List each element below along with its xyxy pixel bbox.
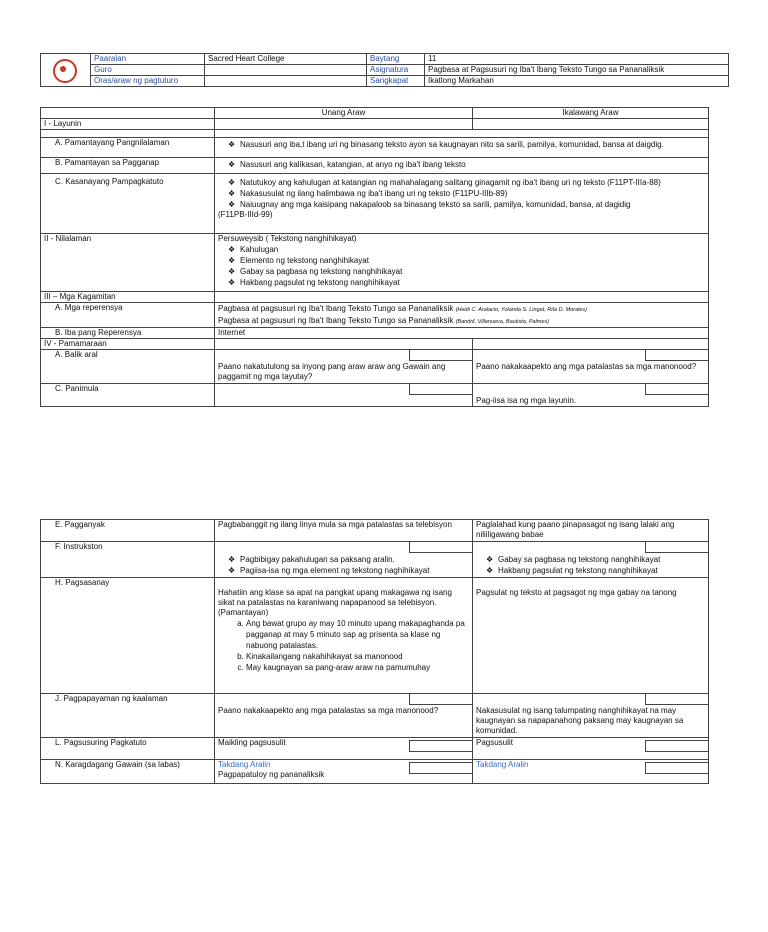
takdang-aralin-link[interactable]: Takdang Aralin (476, 760, 529, 769)
header-label: Baytang (367, 54, 425, 65)
header-block (40, 53, 729, 87)
header-value: Ikatlong Markahan (425, 76, 729, 87)
header-value (205, 65, 367, 76)
pagsasanay-day2: Pagsulat ng teksto at pagsagot ng mga gabay na tanong (473, 578, 709, 694)
instruksyon-day1 (215, 542, 473, 578)
header-table (40, 53, 729, 87)
balik-aral-day1: Paano nakatutulong sa inyong pang araw araw ang Gawain ang paggamit ng mga tayutay? (215, 350, 473, 384)
pagpapayaman-day2: Nakasusulat ng isang talumpating nanghihikayat na may kaugnayan sa napapanahong paksang may kaugnayan sa komunidad. (473, 694, 709, 738)
header-value (205, 76, 367, 87)
takdang-aralin-link[interactable]: Takdang Aralin (218, 760, 271, 769)
bullet-icon: ❖ (228, 267, 236, 276)
bullet-icon: ❖ (228, 200, 236, 209)
row-label: B. Iba pang Reperensya (41, 328, 215, 339)
karagdagang-gawain-day1: Takdang Aralin Pagpapatuloy ng pananaliksik (215, 760, 473, 784)
header-label: Paaralan (91, 54, 205, 65)
karagdagang-gawain-day2 (473, 760, 709, 784)
lesson-plan-table-1 (40, 107, 709, 407)
list-item: ❖ Kahulugan (228, 245, 279, 254)
list-item: ❖ Gabay sa pagbasa ng tekstong nanghihikayat (486, 555, 661, 564)
row-label: N. Karagdagang Gawain (sa labas) (41, 760, 215, 784)
panimula-day2: Pag-iisa isa ng mga layunin. (473, 384, 709, 407)
section-heading: IV - Pamamaraan (41, 339, 215, 350)
list-item: ❖ Nasusuri ang iba,t ibang uri ng binasang teksto ayon sa kaugnayan nito sa sarili, pamilya, komunidad, bansa at daigdig. (228, 140, 664, 149)
pagganyak-day1: Pagbabanggit ng ilang linya mula sa mga patalastas sa telebisyon (215, 520, 473, 542)
bullet-icon: ❖ (228, 256, 236, 265)
panimula-day1 (215, 384, 473, 407)
header-label: Sangkapat (367, 76, 425, 87)
other-reference: Internet (215, 328, 709, 339)
school-logo-cell (41, 54, 91, 87)
reference-item: Pagbasa at pagsusuri ng Iba't Ibang Teksto Tungo sa Pananaliksik (Heidi C. Aralacio, Yolanda S. Lingat, Rita D. Morales) (218, 304, 588, 313)
header-value: Sacred Heart College (205, 54, 367, 65)
list-item: ❖ Natutukoy ang kahulugan at katangian ng mahahalagang salitang ginagamit ng iba't ibang uri ng teksto (F11PT-IIIa-88) (228, 178, 661, 187)
list-item: ❖ Hakbang pagsulat ng tekstong nanghihikayat (486, 566, 658, 575)
balik-aral-day2: Paano nakakaapekto ang mga patalastas sa mga manonood? (473, 350, 709, 384)
bullet-icon: ❖ (228, 555, 236, 564)
bullet-icon: ❖ (228, 178, 236, 187)
pagganyak-day2: Paglalahad kung paano pinapasagot ng isang lalaki ang niliiligawang babae (473, 520, 709, 542)
row-label: J. Pagpapayaman ng kaalaman (41, 694, 215, 738)
pagpapayaman-day1: Paano nakakaapekto ang mga patalastas sa mga manonood? (215, 694, 473, 738)
header-label: Oras/araw ng pagtuturo (91, 76, 205, 87)
list-item: ❖ Hakbang pagsulat ng tekstong nanghihikayat (228, 278, 400, 287)
bullet-icon: ❖ (228, 566, 236, 575)
list-item: c. May kaugnayan sa pang-araw araw na pamumuhay (246, 662, 469, 673)
row-label: F. Instrukston (41, 542, 215, 578)
row-label: A. Balik aral (41, 350, 215, 384)
content-title: Persuweysib ( Tekstong nanghihikayat) (218, 234, 357, 243)
list-item: ❖ Gabay sa pagbasa ng tekstong nanghihikayat (228, 267, 403, 276)
bullet-icon: ❖ (228, 160, 236, 169)
list-item: ❖ Naiuugnay ang mga kaisipang nakapaloob sa binasang teksto sa sarili, pamilya, komunidad, bansa, at dagidig (228, 200, 631, 209)
list-item: ❖ Pagiisa-isa ng mga element ng tekstong naghihikayat (228, 566, 430, 575)
pagsusuri-day1: Maikling pagsusulit (215, 738, 473, 760)
header-value: Pagbasa at Pagsusuri ng Iba't Ibang Teksto Tungo sa Pananaliksik (425, 65, 729, 76)
section-heading: I - Layunin (41, 119, 215, 130)
row-label: H. Pagsasanay (41, 578, 215, 694)
section-heading: II - Nilalaman (41, 234, 215, 292)
pagsasanay-day1: Hahatiin ang klase sa apat na pangkat upang makagawa ng isang sikat na patalastas na karaniwang napapanood sa telebisyon. (Pamantayan) a. Ang bawat grupo ay may 10 minuto upang makapaghanda pa pagganap at may 5 minuto sap ag prisenta sa klase ng nabuong patalastas. b. Kinakailangang nakahihikayat sa manonood c. May kaugnayan sa pang-araw araw na pamumuhay (215, 578, 473, 694)
row-label: A. Pamantayang Pangnilalaman (41, 138, 215, 158)
competency-code: (F11PB-IIId-99) (218, 210, 273, 219)
list-item: ❖ Nasusuri ang kalikasan, katangian, at anyo ng iba't ibang teksto (228, 160, 466, 169)
section-heading: III – Mga Kagamitan (41, 292, 215, 303)
pagsusuri-day2: Pagsusulit (473, 738, 709, 760)
row-label: E. Pagganyak (41, 520, 215, 542)
list-item: a. Ang bawat grupo ay may 10 minuto upang makapaghanda pa pagganap at may 5 minuto sap ag prisenta sa klase ng nabuong patalastas. (246, 618, 469, 651)
header-value: 11 (425, 54, 729, 65)
bullet-icon: ❖ (486, 566, 494, 575)
bullet-icon: ❖ (228, 278, 236, 287)
row-label: B. Pamantayan sa Pagganap (41, 158, 215, 174)
list-item: ❖ Pagbibigay pakahulugan sa paksang aralin. (228, 555, 395, 564)
header-label: Guro (91, 65, 205, 76)
bullet-icon: ❖ (228, 140, 236, 149)
reference-item: Pagbasa at pagsusuri ng Iba't Ibang Teksto Tungo sa Pananaliksik (Bandril, Villanueva, Bautista, Palmes) (218, 316, 550, 325)
school-seal-icon (53, 59, 77, 83)
row-label: A. Mga reperensya (41, 303, 215, 328)
instruksyon-day2 (473, 542, 709, 578)
list-item: ❖ Elemento ng tekstong nanghihikayat (228, 256, 369, 265)
bullet-icon: ❖ (228, 245, 236, 254)
column-header-day2: Ikalawang Araw (473, 108, 709, 119)
row-label: C. Panimula (41, 384, 215, 407)
row-label: L. Pagsusuring Pagkatuto (41, 738, 215, 760)
bullet-icon: ❖ (486, 555, 494, 564)
column-header-day1: Unang Araw (215, 108, 473, 119)
row-label: C. Kasanayang Pampagkatuto (41, 174, 215, 234)
lesson-plan-table-2 (40, 519, 709, 784)
header-label: Asignatura (367, 65, 425, 76)
list-item: ❖ Nakasusulat ng ilang halimbawa ng iba't ibang uri ng teksto (F11PU-IIIb-89) (228, 189, 508, 198)
list-item: b. Kinakailangang nakahihikayat sa manonood (246, 651, 469, 662)
bullet-icon: ❖ (228, 189, 236, 198)
